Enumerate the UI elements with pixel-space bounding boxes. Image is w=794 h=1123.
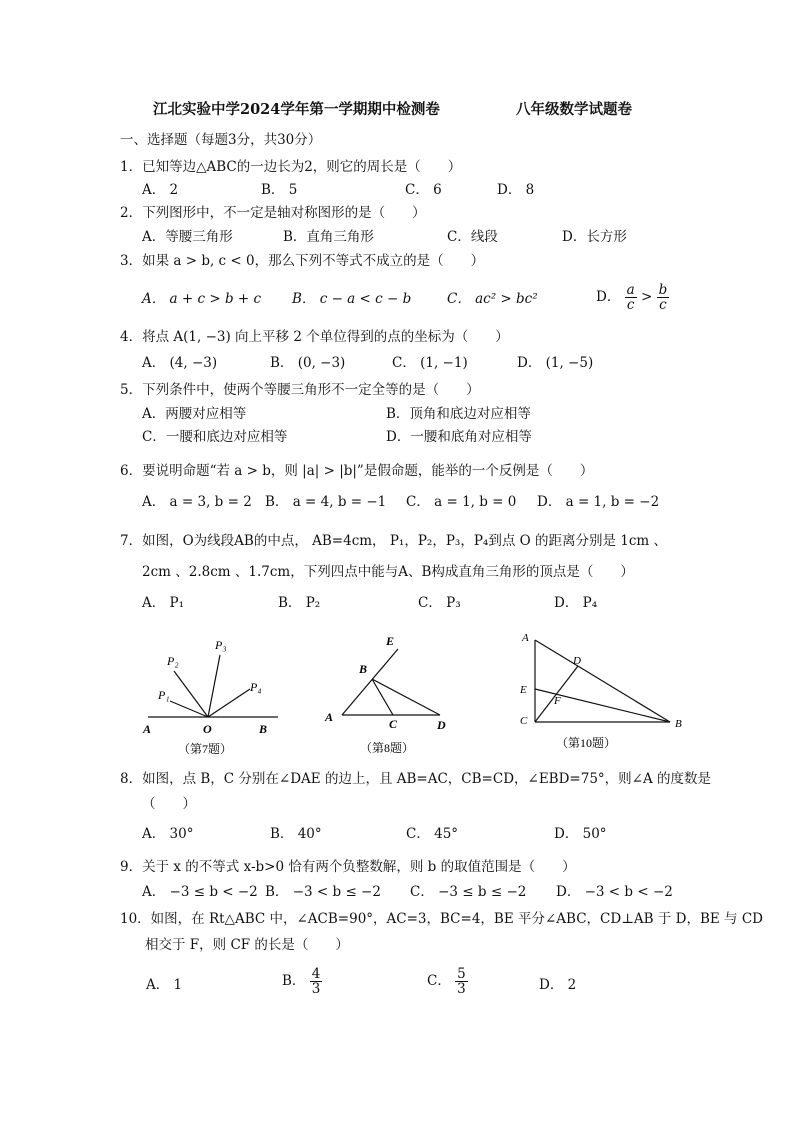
q3-d-fraction-left: $\frac{a}{c}$ xyxy=(626,282,635,314)
figures xyxy=(0,625,794,765)
q10-b-label: B． xyxy=(282,972,306,989)
q5-option-b[interactable]: B．顶角和底边对应相等 xyxy=(386,406,531,422)
q7-option-a[interactable]: A． P₁ xyxy=(142,595,185,611)
q5-option-c[interactable]: C．一腰和底边对应相等 xyxy=(142,429,288,445)
q10-c-fraction: $\frac{5}{3}$ xyxy=(457,966,466,998)
question-2-stem: 2．下列图形中，不一定是轴对称图形的是（ ） xyxy=(120,205,426,221)
exam-subtitle: 八年级数学试题卷 xyxy=(516,101,632,118)
fig8-label-A: A xyxy=(325,710,334,724)
question-10-stem-line1: 10．如图，在 Rt△ABC 中，∠ACB=90°，AC=3，BC=4，BE 平分∠ABC，CD⊥AB 于 D，BE 与 CD xyxy=(120,911,763,927)
q1-option-c[interactable]: C． 6 xyxy=(405,182,442,198)
q3-d-label: D． xyxy=(596,288,621,305)
q3-d-fraction-right: $\frac{b}{c}$ xyxy=(658,282,668,314)
q2-option-d[interactable]: D．长方形 xyxy=(562,229,627,245)
q9-option-a[interactable]: A． −3 ≤ b < −2 xyxy=(142,884,258,900)
q3-option-b[interactable]: B． c − a < c − b xyxy=(292,291,412,307)
fig8-label-D: D xyxy=(437,718,446,732)
question-8-stem-line1: 8．如图，点 B，C 分别在∠DAE 的边上，且 AB=AC，CB=CD，∠EBD=75°，则∠A 的度数是 xyxy=(120,771,712,787)
fig10-label-D: D xyxy=(573,655,581,667)
fig7-label-O: O xyxy=(203,722,212,736)
fig7-label-P1: P₁ xyxy=(158,688,170,702)
q4-option-c[interactable]: C． (1, −1) xyxy=(392,355,468,371)
fig10-label-F: F xyxy=(554,695,561,707)
q2-option-a[interactable]: A．等腰三角形 xyxy=(142,229,233,245)
fig10-label-C: C xyxy=(520,715,528,727)
fig10-label-A: A xyxy=(522,632,529,644)
question-3-stem: 3．如果 a > b, c < 0，那么下列不等式不成立的是（ ） xyxy=(120,253,485,269)
q10-c-label: C． xyxy=(427,972,451,989)
q7-option-b[interactable]: B． P₂ xyxy=(278,595,321,611)
fig10-caption: （第10题） xyxy=(556,736,617,750)
q1-option-a[interactable]: A． 2 xyxy=(142,182,179,198)
section-heading: 一、选择题（每题3分，共30分） xyxy=(120,132,322,148)
q8-option-d[interactable]: D． 50° xyxy=(554,826,607,842)
q8-option-a[interactable]: A． 30° xyxy=(142,826,194,842)
fig7-caption: （第7题） xyxy=(178,742,233,756)
fig8-caption: （第8题） xyxy=(360,741,415,755)
exam-title: 江北实验中学2024学年第一学期期中检测卷 xyxy=(153,101,440,118)
fig10-label-B: B xyxy=(675,718,682,730)
fig7-label-P2: P₂ xyxy=(167,654,179,668)
fig7-label-P4: P₄ xyxy=(250,680,262,694)
q10-option-a[interactable]: A． 1 xyxy=(146,977,183,993)
fig8-label-B: B xyxy=(359,662,368,676)
fig7-label-A: A xyxy=(143,722,152,736)
q6-option-b[interactable]: B． a = 4, b = −1 xyxy=(265,494,387,510)
q5-option-d[interactable]: D．一腰和底角对应相等 xyxy=(386,429,532,445)
q9-option-d[interactable]: D． −3 < b < −2 xyxy=(556,884,673,900)
q4-option-d[interactable]: D． (1, −5) xyxy=(517,355,594,371)
q6-option-a[interactable]: A． a = 3, b = 2 xyxy=(142,494,252,510)
q3-option-a[interactable]: A． a + c > b + c xyxy=(142,291,262,307)
q1-option-d[interactable]: D． 8 xyxy=(497,182,535,198)
q7-option-d[interactable]: D． P₄ xyxy=(554,595,598,611)
q3-option-d[interactable] xyxy=(596,283,669,312)
question-5-stem: 5．下列条件中，使两个等腰三角形不一定全等的是（ ） xyxy=(120,382,480,398)
fig7-label-B: B xyxy=(259,722,268,736)
q6-option-c[interactable]: C． a = 1, b = 0 xyxy=(406,494,517,510)
q6-option-d[interactable]: D． a = 1, b = −2 xyxy=(537,494,660,510)
q10-b-fraction: $\frac{4}{3}$ xyxy=(311,966,321,998)
q8-option-b[interactable]: B． 40° xyxy=(270,826,322,842)
q3-d-operator: > xyxy=(640,288,653,305)
q2-option-b[interactable]: B．直角三角形 xyxy=(283,229,374,245)
q7-option-c[interactable]: C． P₃ xyxy=(418,595,461,611)
figure-10 xyxy=(535,640,670,722)
q4-option-a[interactable]: A． (4, −3) xyxy=(142,355,218,371)
fig8-label-E: E xyxy=(386,634,395,648)
q2-option-c[interactable]: C．线段 xyxy=(447,229,498,245)
question-9-stem: 9．关于 x 的不等式 x-b>0 恰有两个负整数解，则 b 的取值范围是（ ） xyxy=(120,859,576,875)
q1-option-b[interactable]: B． 5 xyxy=(261,182,298,198)
question-8-stem-line2: （ ） xyxy=(142,796,196,812)
question-6-stem: 6．要说明命题“若 a > b，则 |a| > |b|”是假命题，能举的一个反例是（ ） xyxy=(120,463,594,479)
q4-option-b[interactable]: B． (0, −3) xyxy=(270,355,346,371)
q10-option-d[interactable]: D． 2 xyxy=(539,977,577,993)
fig7-label-P3: P₃ xyxy=(215,638,227,652)
q10-option-c[interactable] xyxy=(427,967,468,996)
q9-option-c[interactable]: C． −3 ≤ b ≤ −2 xyxy=(410,884,527,900)
q3-option-c[interactable]: C． ac² > bc² xyxy=(447,291,538,307)
figure-8 xyxy=(342,649,440,715)
q8-option-c[interactable]: C． 45° xyxy=(406,826,459,842)
q9-option-b[interactable]: B． −3 < b ≤ −2 xyxy=(265,884,381,900)
question-7-stem-line1: 7．如图，O为线段AB的中点， AB=4cm， P₁，P₂，P₃，P₄到点 O 的距离分别是 1cm 、 xyxy=(120,533,668,549)
q5-option-a[interactable]: A．两腰对应相等 xyxy=(142,406,247,422)
question-4-stem: 4．将点 A(1, −3) 向上平移 2 个单位得到的点的坐标为（ ） xyxy=(120,329,509,345)
question-10-stem-line2: 相交于 F，则 CF 的长是（ ） xyxy=(145,937,349,953)
question-7-stem-line2: 2cm 、2.8cm 、1.7cm，下列四点中能与A、B构成直角三角形的顶点是（ ） xyxy=(142,564,634,580)
q10-option-b[interactable] xyxy=(282,967,322,996)
question-1-stem: 1．已知等边△ABC的一边长为2，则它的周长是（ ） xyxy=(120,159,462,175)
fig8-label-C: C xyxy=(389,717,398,731)
fig10-label-E: E xyxy=(520,684,527,696)
